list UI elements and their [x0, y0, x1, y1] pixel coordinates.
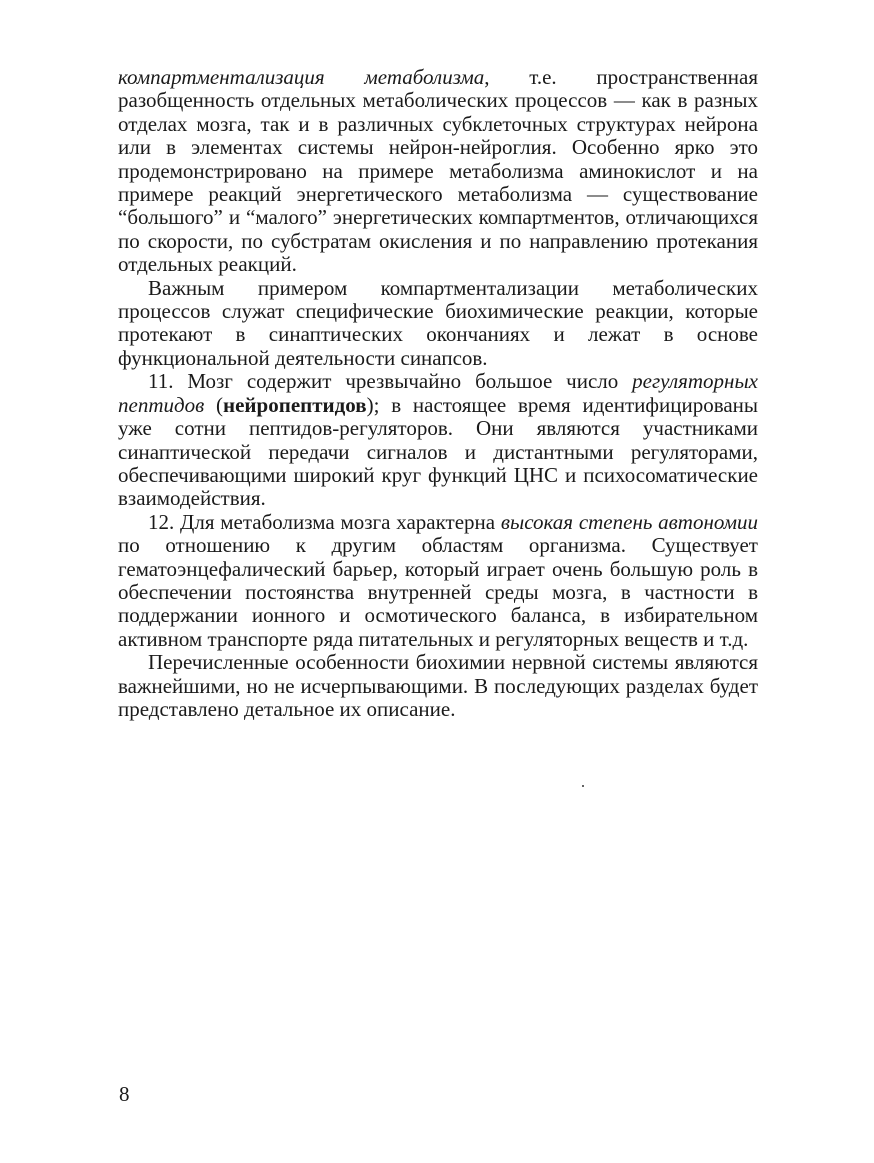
text-segment: Перечисленные особенности биохимии нервной системы являются важнейшими, но не исчерпывающими. В последующих разделах будет представлено детальное их описание. — [118, 650, 758, 721]
text-segment: , т.е. пространственная разобщенность отдельных метаболических процессов — как в разных отделах мозга, так и в различных субклеточных структурах нейрона или в элементах системы нейрон-нейроглия. Особенно ярко это продемонстрировано на примере метаболизма аминокислот и на примере реакций энергетического метаболизма — существование “большого” и “малого” энергетических компартментов, отличающихся по скорости, по субстратам окисления и по направлению протекания отдельных реакций. — [118, 65, 759, 277]
page-number: 8 — [119, 1082, 130, 1106]
text-segment: по отношению к другим областям организма. Существует гематоэнцефалический барьер, который играет очень большую роль в обеспечении постоянства внутренней среды мозга, в частности в поддержании ионного и осмотического баланса, в избирательном активном транспорте ряда питательных и регуляторных веществ и т.д. — [118, 533, 758, 651]
page-body — [118, 66, 758, 721]
term-high-autonomy: высокая степень автономии — [500, 509, 758, 534]
text-segment: 11. Мозг содержит чрезвычайно большое число — [148, 369, 633, 394]
paragraph-item-11-neuropeptides — [118, 370, 758, 510]
paragraph-item-12-autonomy — [118, 511, 758, 651]
term-compartmentalization: компартментализация метаболизма — [118, 65, 485, 89]
print-speck — [582, 785, 584, 787]
term-neuropeptides: нейропептидов — [223, 392, 367, 417]
paragraph-synaptic-example — [118, 277, 758, 371]
paragraph-conclusion — [118, 651, 758, 721]
text-segment: ); в настоящее время идентифицированы уже сотни пептидов-регуляторов. Они являются участниками синаптической передачи сигналов и дистантными регуляторами, обеспечивающими широкий круг функций ЦНС и психосоматические взаимодействия. — [118, 392, 758, 511]
text-segment: Важным примером компартментализации метаболических процессов служат специфические биохимические реакции, которые протекают в синаптических окончаниях и лежат в основе функциональной деятельности синапсов. — [118, 275, 758, 370]
paragraph-compartmentalization — [118, 66, 758, 277]
text-segment: ( — [204, 392, 224, 417]
text-segment: 12. Для метаболизма мозга характерна — [148, 509, 501, 534]
term-regulatory-peptides: регуляторных пептидов — [118, 369, 758, 417]
